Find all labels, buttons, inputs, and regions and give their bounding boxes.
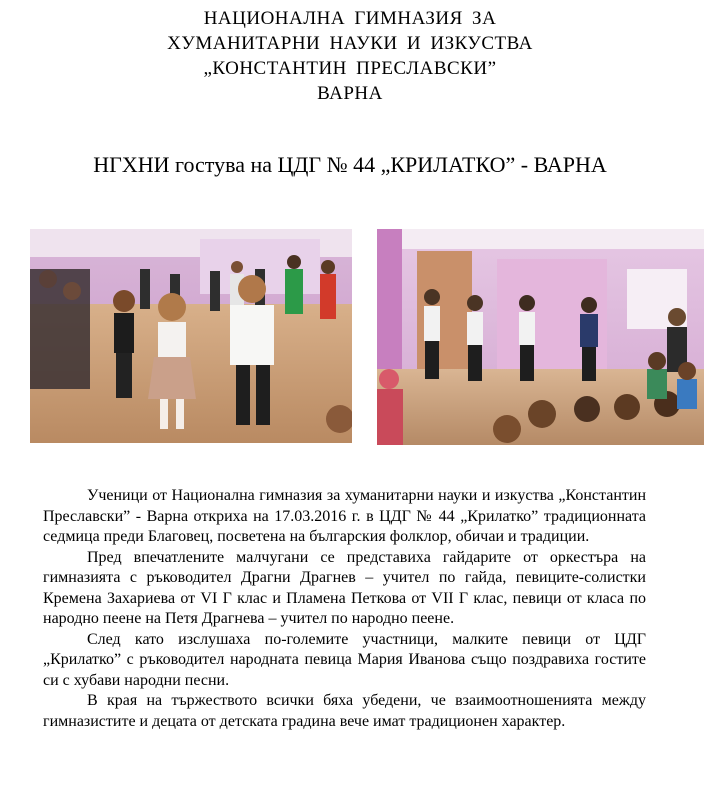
paragraph: Пред впечатлените малчугани се представиха гайдарите от оркестъра на гимназията с ръководител Драгни Драгнев – учител по гайда, певиците-солистки Кремена Захариева от VI Г клас и Пламена Петкова от VII Г клас, певици от класа по народно пеене на Петя Драгнева – учител по народно пеене. bbox=[43, 548, 646, 627]
header-line: ВАРНА bbox=[317, 83, 383, 104]
header-line: ХУМАНИТАРНИ НАУКИ И ИЗКУСТВА bbox=[167, 33, 533, 54]
header-line: „КОНСТАНТИН ПРЕСЛАВСКИ” bbox=[203, 58, 497, 79]
photo-bagpipers-performing bbox=[377, 229, 704, 445]
school-header bbox=[0, 6, 700, 106]
header-line: НАЦИОНАЛНА ГИМНАЗИЯ ЗА bbox=[203, 8, 497, 29]
paragraph: След като изслушаха по-големите участници, малките певици от ЦДГ „Крилатко” с ръководител народната певица Мария Иванова също поздравиха гостите си с хубави народни песни. bbox=[43, 630, 646, 689]
paragraph: Ученици от Национална гимназия за хуманитарни науки и изкуства „Константин Преславски” - Варна откриха на 17.03.2016 г. в ЦДГ № 44 „Крилатко” традиционната седмица преди Благовец, посветена на българския фолклор, обичаи и традиции. bbox=[43, 487, 646, 545]
paragraph: В края на тържеството всички бяха убедени, че взаимоотношенията между гимназистите и децата от детската градина вече имат традиционен характер. bbox=[43, 692, 646, 730]
photo-children-dancing bbox=[30, 229, 352, 443]
article-title: НГХНИ гостува на ЦДГ № 44 „КРИЛАТКО” - ВАРНА bbox=[93, 152, 607, 177]
article-body bbox=[43, 486, 646, 732]
